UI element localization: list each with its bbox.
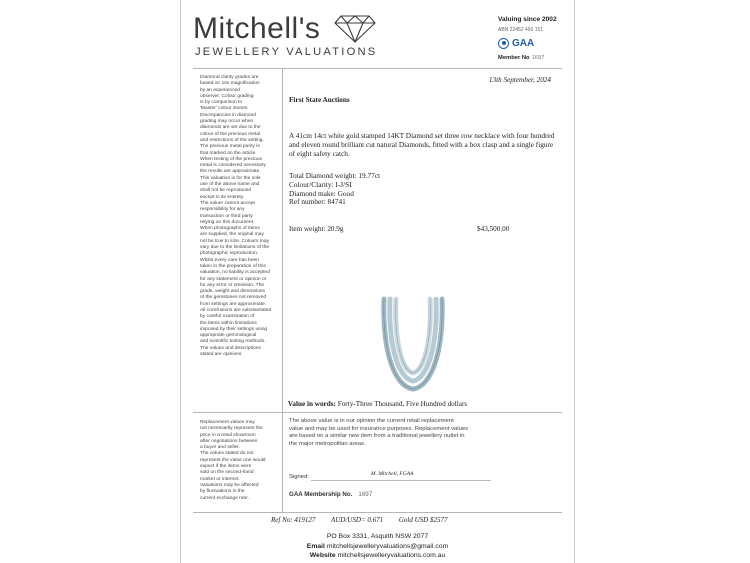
disclaimer-top: Diamond clarity grades are based on 10x magnification by an experienced observer. Colour grading is by comparison to 'Master' colour stones. Discrepancies in diamond grading may occur when diamonds are set due to the colour of the precious metal and restrictions of the setting. The precious metal purity is that marked on the article. When testing of the precious metal is considered necessary the results are approximate. This valuation is for the sole use of the above name and shall not be reproduced except in its entirety. The valuer cannot accept responsibility for any transaction or third party relying on this document. When photographs of items are supplied, the original may not be true to size. Colours may vary due to the limitations of the photographic reproduction. Whilst every care has been taken in the preparation of this valuation, no liability is accepted for any statement or opinion or for any error or omission. The grade, weight and dimensions of the gemstones not removed from settings are approximate. All conclusions are substantiated by careful examination of the items within limitations imposed by their settings using appropriate gemmological and scientific testing methods. The values and descriptions stated are opinions. xyxy=(200,75,272,358)
valuation-price: $43,500.00 xyxy=(477,225,510,233)
diamond-make: Diamond make: Good xyxy=(289,188,354,198)
colour-clarity: Colour/Clarity: I-J/SI xyxy=(289,179,352,189)
website-line xyxy=(181,551,574,561)
signed-label: Signed: xyxy=(289,474,309,480)
value-in-words xyxy=(181,400,574,408)
item-weight: Item weight: 20.9g xyxy=(289,225,344,233)
email-line xyxy=(181,542,574,552)
signer-name: M. Mitchell, FGAA xyxy=(371,471,414,477)
replacement-statement: The above value is in our opinion the current retail replacement value and may be used for insurance purposes. Replacement values are based on a similar new item from a traditional jewellery outlet in the major metropolitan areas. xyxy=(289,418,469,447)
signature-line xyxy=(311,480,491,481)
item-description: A 41cm 14ct white gold stamped 14KT Diamond set three row necklace with four hundred and eleven round brilliant cut natural Diamonds, fitted with a box clasp and a single figure of eight safety catch. xyxy=(289,131,555,159)
sidebar-divider xyxy=(282,68,283,412)
diamond-logo-icon xyxy=(333,10,377,44)
ref-number: Ref number: 84741 xyxy=(289,197,346,207)
disclaimer-bottom: Replacement values may not necessarily represent the price in a retail showroom after negotiations between a buyer and seller. The values stated do not represent the value one would expect if the items were sold on the second-hand market or internet. Valuations may be affected by fluctuations in the current exchange rate. xyxy=(200,420,266,501)
value-words-text: Forty-Three Thousand, Five Hundred dollars xyxy=(337,400,468,408)
po-box: PO Box 3331, Asquith NSW 2077 xyxy=(326,533,429,540)
member-number-value: 1697 xyxy=(531,55,545,61)
middle-divider xyxy=(193,412,562,413)
member-label: Member No xyxy=(498,55,530,61)
gaa-membership xyxy=(289,491,372,498)
gaa-membership-number: 1697 xyxy=(358,491,373,498)
client-name: First State Auctions xyxy=(289,96,350,104)
email-address[interactable]: mitchellsjewelleryvaluations@gmail.com xyxy=(326,542,449,550)
gold-price: Gold USD $2577 xyxy=(398,516,448,524)
ref-no: Ref No: 419127 xyxy=(271,516,316,524)
valuation-certificate xyxy=(180,0,575,563)
valuing-since: Valuing since 2002 xyxy=(498,16,557,23)
valuation-date: 13th September, 2024 xyxy=(488,76,551,84)
diamond-specs xyxy=(289,172,380,207)
aud-usd-rate: AUD/USD= 0.671 xyxy=(330,516,384,524)
gaa-circle-icon xyxy=(498,38,509,49)
gaa-logo-text: GAA xyxy=(512,37,535,49)
gaa-membership-label: GAA Membership No. xyxy=(289,491,353,498)
brand-name: Mitchell's xyxy=(193,12,321,45)
reference-line xyxy=(271,516,462,524)
website-label: Website xyxy=(309,552,336,559)
website-url[interactable]: mitchellsjewelleryvaluations.com.au xyxy=(337,552,446,559)
lower-sidebar-divider xyxy=(282,412,283,512)
brand-subtitle: JEWELLERY VALUATIONS xyxy=(195,46,378,58)
contact-details xyxy=(181,532,574,561)
value-words-label: Value in words: xyxy=(287,400,336,408)
total-diamond-weight: Total Diamond weight: 19.77ct xyxy=(289,171,381,180)
email-label: Email xyxy=(306,542,325,550)
member-number xyxy=(498,55,544,61)
abn-number: ABN 22452 493 151 xyxy=(498,27,544,33)
header-divider xyxy=(193,68,562,69)
necklace-photo xyxy=(376,295,451,395)
gaa-logo-icon xyxy=(498,36,534,50)
footer-divider xyxy=(193,512,562,513)
